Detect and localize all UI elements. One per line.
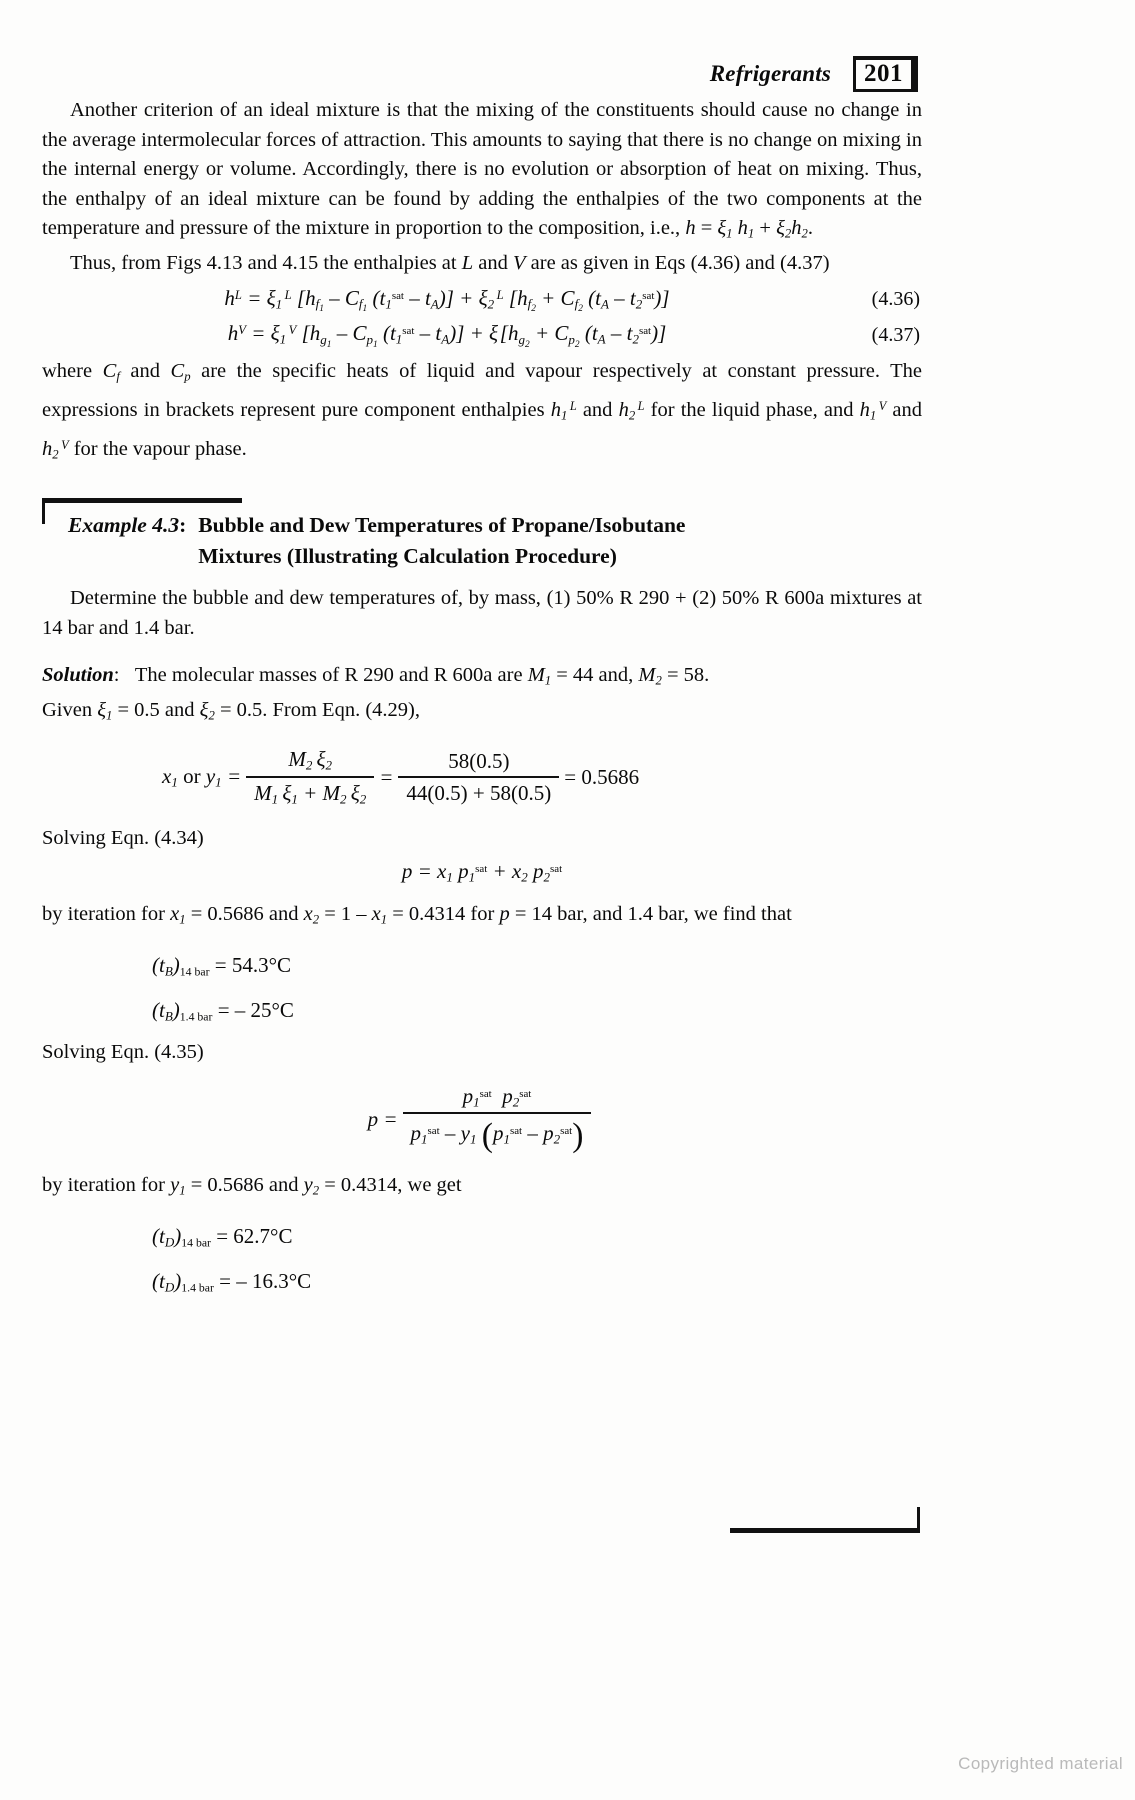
figs-text-end: are as given in Eqs (4.36) and (4.37) — [525, 252, 830, 275]
symbol-Cf: $C_f$ — [102, 360, 120, 384]
iteration-bubble-p1: 14 bar — [531, 902, 583, 925]
fraction-symbolic-denominator: $M_1$ $\xi_1 + M_2$ $\xi_2$ — [246, 776, 374, 808]
example-label-colon: : — [179, 513, 187, 538]
solution-text: The molecular masses of R 290 and R 600a are — [134, 664, 528, 687]
equation-4-37-row — [42, 321, 922, 349]
symbol-V: V — [513, 252, 526, 275]
symbol-x1-iter-2: $x_1$ — [371, 902, 388, 927]
iteration-dew-y2: 0.4314 — [340, 1174, 398, 1197]
eqn-429-reference: From Eqn. (4.29), — [272, 699, 420, 722]
solving-eqn-4-35-label: Solving Eqn. (4.35) — [42, 1041, 204, 1064]
page-content — [42, 52, 922, 1296]
paragraph-figs-reference — [42, 249, 922, 279]
example-title — [198, 510, 685, 572]
fraction-numeric-denominator: 44(0.5) + 58(0.5) — [398, 776, 559, 806]
result-condition-3: 14 bar — [181, 1236, 211, 1250]
symbol-xi1: $\xi_1$ — [97, 699, 113, 723]
iteration-bubble-x1: 0.5686 — [207, 902, 264, 925]
equation-4-35-row — [42, 1084, 922, 1156]
result-bubble-1p4bar: $(t_B)1.4$ bar = – 25°C — [152, 997, 294, 1024]
paragraph-text: Another criterion of an ideal mixture is that the mixing of the constituents should cause no change in the average intermolecular forces of attraction. This amounts to saying that there is no change on mixing in the internal energy or volume. Accordingly, there is no evolution or absorption of heat on mixing. Thus, the enthalpy of an ideal mixture can be found by adding the enthalpies of the two components at the temperature and pressure of the mixture in proportion to the composition, i.e., — [42, 99, 922, 239]
figs-text-lead: Thus, from Figs 4.13 and 4.15 the enthalpies at — [70, 252, 462, 275]
mole-fraction-result: = 0.5686 — [564, 765, 640, 790]
liquid-mid: and — [576, 399, 619, 422]
result-sub-2: B — [164, 1008, 173, 1024]
iter-tail: , we find that — [683, 902, 792, 925]
mole-fraction-equation — [42, 747, 922, 807]
solution-label: Solution — [42, 664, 114, 687]
where-mid: and — [119, 360, 171, 383]
inline-period: . — [807, 217, 813, 239]
vapour-end: for the vapour phase. — [68, 438, 247, 461]
page-number-box: 201 — [853, 56, 918, 92]
inline-equals: = — [695, 217, 718, 239]
fraction-numeric-numerator: 58(0.5) — [448, 749, 510, 774]
mole-fraction-result-value: 0.5686 — [581, 765, 640, 790]
solution-m1-value: = 44 and, — [556, 664, 639, 687]
where-lead: where — [42, 360, 103, 383]
iteration-dew-y1: 0.5686 — [207, 1174, 264, 1197]
equation-4-36: $h^L = \xi_1$ $^L$ [$hf_1 - Cf_1$ $(t_1^{sat} - t_A)] + \xi_2$ $^L$ [$hf_2 + Cf_2$ $(t_A - t_2^{sat})$] — [224, 285, 670, 314]
result-sub-3: D — [164, 1235, 175, 1251]
equation-4-34: $p = x_1$ $p_1^{sat} + x_2$ $p_2^{sat}$ — [401, 859, 563, 885]
result-value-2: = – 25°C — [217, 997, 294, 1022]
example-closing-rule — [730, 1507, 920, 1533]
liquid-end: for the liquid phase, and — [644, 399, 860, 422]
solution-m2-value: = 58. — [666, 664, 710, 687]
dew-tail: , we get — [397, 1174, 462, 1197]
equation-4-35-lhs: p = — [367, 1107, 398, 1131]
eq-4-35-denominator: $p_1^{sat} - y_1$ $(p_1^{sat} - p_2^{sat})$ — [403, 1112, 592, 1155]
result-value-4: = – 16.3°C — [219, 1269, 312, 1294]
example-title-line2: Mixtures (Illustrating Calculation Procedure) — [198, 544, 617, 569]
result-dew-1p4bar: $(t_D)1.4$ bar = – 16.3°C — [152, 1269, 312, 1295]
iter-comma: , and — [582, 902, 628, 925]
iteration-bubble-paragraph — [42, 900, 922, 935]
symbol-h2V: $h_2$ $^V$ — [42, 438, 69, 462]
paragraph-specific-heats — [42, 357, 922, 470]
result-bubble-14bar: $(t_B)14$ bar = 54.3°C — [152, 952, 291, 979]
mole-fraction-equals-1: = — [379, 765, 394, 790]
iter-for: for — [465, 902, 500, 925]
dew-eq-1: = — [185, 1174, 208, 1197]
symbol-y1-iter: $y_1$ — [170, 1174, 186, 1198]
running-header — [42, 52, 922, 96]
symbol-y2-iter: $y_2$ — [303, 1174, 320, 1198]
result-condition-1: 14 bar — [179, 965, 210, 979]
equation-4-36-number: (4.36) — [871, 288, 920, 311]
result-symbol-1: t — [159, 952, 165, 977]
inline-plus: + — [754, 217, 777, 239]
dew-and: and — [263, 1174, 304, 1197]
result-dew-14bar: $(t_D)14$ bar = 62.7°C — [152, 1224, 293, 1251]
iteration-dew-text: by iteration for — [42, 1174, 171, 1197]
inline-term-xi1h1: $\xi_1$ $h_1$ — [717, 217, 755, 241]
symbol-x2-iter: $x_2$ — [303, 902, 320, 927]
fraction-eq-4-35 — [403, 1084, 592, 1156]
example-problem-statement: Determine the bubble and dew temperatures of, by mass, (1) 50% R 290 + (2) 50% R 600a mixtures at 14 bar and 1.4 bar. — [42, 587, 922, 639]
iteration-bubble-p2: 1.4 bar — [627, 902, 684, 925]
symbol-h1L: $h_1$ $^L$ — [550, 399, 577, 423]
iteration-bubble-text: by iteration for — [42, 902, 171, 925]
result-value-3: = 62.7°C — [216, 1224, 293, 1249]
fraction-numeric — [398, 749, 559, 806]
result-symbol-4: t — [159, 1269, 165, 1294]
symbol-M2: $M_2$ — [638, 664, 662, 688]
symbol-Cp: $C_p$ — [170, 360, 191, 384]
iteration-bubble-x2: 0.4314 — [408, 902, 466, 925]
symbol-h2L: $h_2$ $^L$ — [618, 399, 645, 423]
equation-4-37-number: (4.37) — [871, 323, 920, 346]
symbol-p-iter: p — [499, 902, 510, 925]
symbol-x1-iter: $x_1$ — [170, 902, 186, 927]
symbol-M1: $M_1$ — [527, 664, 552, 688]
result-condition-4: 1.4 bar — [181, 1281, 214, 1295]
copyright-watermark: Copyrighted material — [958, 1754, 1123, 1773]
result-symbol-2: t — [159, 997, 165, 1022]
example-block — [42, 498, 922, 572]
symbol-xi2: $\xi_2$ — [199, 699, 215, 723]
result-sub-1: B — [164, 963, 173, 979]
running-title: Refrigerants — [709, 61, 831, 86]
paragraph-ideal-mixture — [42, 96, 922, 249]
iteration-dew-paragraph — [42, 1171, 922, 1206]
given-lead: Given — [42, 699, 98, 722]
iter-eq-2: = 1 – — [319, 902, 372, 925]
dew-eq-2: = — [319, 1174, 341, 1197]
result-symbol-3: t — [159, 1224, 165, 1249]
mole-fraction-lhs: $x_1$ or $y_1$ = — [162, 764, 242, 790]
iter-eq-3: = — [387, 902, 409, 925]
solution-paragraph — [42, 661, 922, 696]
iter-eq-4: = — [509, 902, 532, 925]
equation-4-34-row — [42, 859, 922, 886]
result-condition-2: 1.4 bar — [179, 1010, 213, 1024]
solution-colon: : — [113, 664, 120, 687]
inline-term-xi2h2: $\xi_2h_2$ — [776, 217, 808, 241]
result-sub-4: D — [164, 1279, 175, 1295]
example-corner-rule — [42, 498, 242, 524]
example-title-line1: Bubble and Dew Temperatures of Propane/Isobutane — [198, 513, 686, 538]
equation-4-37: $h^V = \xi_1$ $^V$ [$hg_1 - Cp_1$ $(t_1^{sat} - t_A)] + \xi$ [$hg_2 + Cp_2$ $(t_A - t_2^{sat})$] — [227, 320, 667, 350]
solving-eqn-4-34-label: Solving Eqn. (4.34) — [42, 826, 204, 849]
vapour-and: and — [892, 399, 922, 422]
given-mid: = 0.5 and — [112, 699, 200, 722]
eq-4-35-numerator: $p_1^{sat}$ $p_2^{sat}$ — [462, 1083, 532, 1110]
equation-4-36-row — [42, 286, 922, 314]
where-rest: are the specific heats of liquid and vapour respectively at constant pressure. The expressions in brackets represent pure component enthalpies — [42, 360, 922, 422]
example-label-text: Example 4.3 — [68, 513, 180, 538]
iter-eq-1: = — [185, 902, 208, 925]
symbol-h1V: $h_1$ $^V$ — [859, 399, 887, 423]
symbol-L: L — [461, 252, 474, 275]
iter-and-1: and — [263, 902, 304, 925]
fraction-symbolic — [246, 747, 374, 807]
figs-text-mid: and — [473, 252, 513, 275]
inline-equation-enthalpy: h — [685, 217, 696, 239]
given-line — [42, 696, 922, 731]
given-end: = 0.5. — [214, 699, 273, 722]
result-value-1: = 54.3°C — [214, 952, 291, 977]
fraction-symbolic-numerator: $M_2$ $\xi_2$ — [288, 747, 333, 774]
